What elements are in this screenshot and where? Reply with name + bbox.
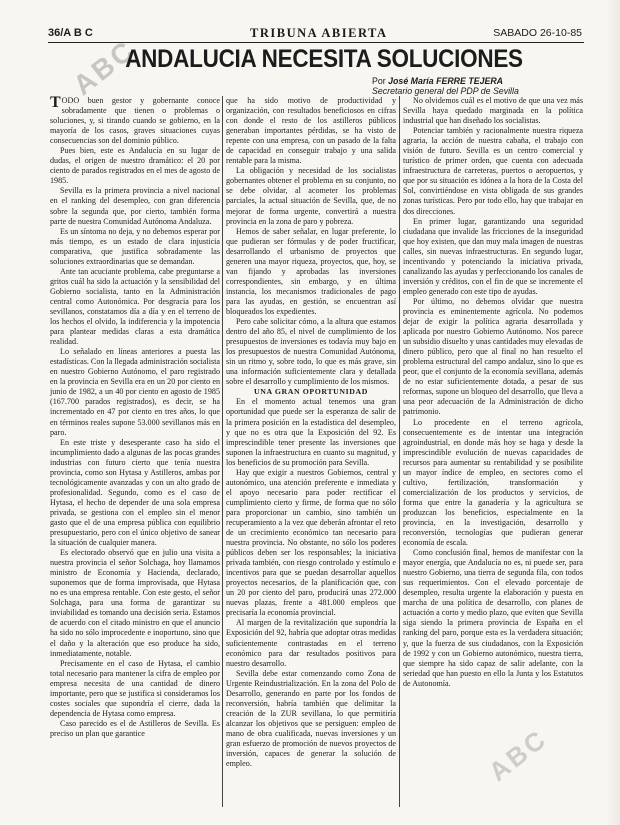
paragraph: Hay que exigir a nuestros Gobiernos, central y autonómico, una atención preferente e inmediata y el apoyo necesario para poder rectificar el cumplimiento cierto y firme, de forma que no sólo para proporcionar un cambio, sino también un recuperamiento a la vez que deberán afrontar el reto de un crecimiento económico tan necesario para nuestra provincia. No obstante, no sólo los poderes públicos deben ser los responsables; la iniciativa privada también, con riesgo controlado y estímulo e incentivos para que se puedan desarrollar aquellos proyectos necesarios, de la planificación que, con un 20 por ciento del paro, producirá unas 272.000 nuevas plazas, frente a 481.000 empleos que precisaría la economía provincial. bbox=[226, 467, 396, 618]
paragraph: TODO buen gestor y gobernante conoce sobradamente que tienen o problemas o soluciones, y, si tirando cuando se gobierno, en la mayoría de los casos, graves situaciones cuyas consecuencias son del dominio público. bbox=[50, 94, 220, 146]
paragraph: Al margen de la revitalización que supondría la Exposición del 92, habría que adoptar otras medidas suficientemente contrastadas en el terreno económico para dar resultados positivos para nuestro desarrollo. bbox=[226, 618, 396, 668]
paragraph: Lo procedente en el terreno agrícola, consecuentemente es de intentar una integración agroindustrial, en donde más hoy se haga y desde la imprescindible evolución de nuevas capacidades de recursos para aumentar su rentabilidad y se posibilite un mayor índice de empleo, en sectores como el cultivo, fertilización, transformación y comercialización de los productos y servicios, de forma que entre la ganadería y la agricultura se produzcan los beneficios, especialmente en la provincia, en la investigación, desarrollo y reconversión, tecnologías que pudieran generar economía de escala. bbox=[403, 417, 583, 548]
paragraph: Potenciar también y racionalmente nuestra riqueza agraria, la acción de nuestra cabaña, el trabajo con visión de futuro. Sevilla es un centro comercial y turístico de primer orden, que cuenta con adecuada infraestructura de carreteras, puertos o aeropuertos, y que por su situación es idónea a la hora de la Costa del Sol, convirtiéndose en vista obligada de sus grandes zonas turísticas. Pero por todo ello, hay que trabajar en dos direcciones. bbox=[403, 126, 583, 216]
paragraph: No olvidemos cuál es el motivo de que una vez más Sevilla haya quedado marginada en la política industrial que han diseñado los socialistas. bbox=[403, 96, 583, 126]
article-column-1 bbox=[50, 96, 220, 739]
column-divider bbox=[222, 96, 223, 807]
paragraph: Ante tan acuciante problema, cabe preguntarse a gritos cuál ha sido la actuación y la sensibilidad del Gobierno socialista, tanto en la Administración central como Autonómica. Por desgracia para los sevillanos, constatamos día a día y en el terreno de los hechos el olvido, la indiferencia y la impotencia para plantear medidas claras a esta dramática realidad. bbox=[50, 266, 220, 347]
article-column-3 bbox=[403, 96, 583, 689]
article-headline: ANDALUCIA NECESITA SOLUCIONES bbox=[125, 45, 523, 73]
header-rule bbox=[48, 42, 584, 43]
paragraph: En primer lugar, garantizando una seguridad ciudadana que invalide las fricciones de la inseguridad que hoy existen, que dan muy mala imagen de nuestras calles, sin nuevas infraestructuras. En segundo lugar, incentivando y potenciando la iniciativa privada, canalizando las ayudas y perfeccionando los canales de inversión y créditos, con el fin de que se incremente el empleo generado con este tipo de ayudas. bbox=[403, 216, 583, 296]
paragraph: Hemos de saber señalar, en lugar preferente, lo que pudieran ser fórmulas y de poder fructificar, desarrollando el urbanismo de proyectos que generen una mayor riqueza, proyectos, que, hoy, se van fijando y aprobadas las inversiones correspondientes, sin embargo, y en última instancia, los mecanismos tradicionales de pago para las ayudas, en gestión, se encuentran así bloqueados los expedientes. bbox=[226, 226, 396, 316]
paragraph: Caso parecido es el de Astilleros de Sevilla. Es preciso un plan que garantice bbox=[50, 718, 220, 738]
paragraph: Sevilla debe estar comenzando como Zona de Urgente Reindustrialización. En la zona del Polo de Desarrollo, generando en parte por los fondos de reconversión, habría también que delimitar la creación de la ZUR sevillana, lo que permitiría alcanzar los objetivos que se persiguen: empleo de mano de obra cualificada, nuevas inversiones y un gran esfuerzo de promoción de nuevos proyectos de inversión, capaces de generar la solución de empleo. bbox=[226, 668, 396, 769]
abc-watermark-stamp: ABC bbox=[67, 33, 142, 102]
article-column-2 bbox=[226, 96, 396, 769]
paragraph: Pero cabe solicitar cómo, a la altura que estamos dentro del año 85, el nivel de cumplimiento de los presupuestos de inversiones es todavía muy bajo en los presupuestos de nuestra Comunidad Autónoma, sin un ritmo y, sobre todo, lo que es más grave, sin una información suficientemente clara y detallada sobre el desarrollo y cumplimiento de los mismos. bbox=[226, 317, 396, 387]
paragraph: Es un síntoma no deja, y no debemos esperar por más tiempo, es un estado de clara injusticia comparativa, que justifica sobradamente las soluciones extraordinarias que se demandan. bbox=[50, 226, 220, 266]
drop-cap: T bbox=[50, 94, 61, 111]
byline-prefix: Por bbox=[372, 76, 386, 86]
issue-date: SABADO 26-10-85 bbox=[493, 27, 582, 39]
section-title: TRIBUNA ABIERTA bbox=[250, 26, 388, 40]
paragraph: La obligación y necesidad de los socialistas gobernantes obtener el problema en su conjunto, no se debe olvidar, al acometer los problemas parciales, la actual situación de Sevilla, que, de no mejorar de forma urgente, convertirá a nuestra provincia en la zona de paro y pobreza. bbox=[226, 166, 396, 226]
paragraph: Por último, no debemos olvidar que nuestra provincia es eminentemente agrícola. No podemos dejar de exigir la política agraria desarrollada y aplicada por nuestro Gobierno Autónomo. Nos parece un subsidio disuelto y unas cantidades muy elevadas de dinero público, pero que al final no han resuelto el problema estructural del campo andaluz, sino lo que es peor, que el conjunto de la economía sevillana, además de no estar suficientemente dotada, a pesar de sus reformas, supone un bloqueo del desarrollo, que lleva a una peor adecuación de la Administración de dicho patrimonio. bbox=[403, 296, 583, 417]
page-number: 36/A B C bbox=[48, 27, 93, 39]
section-subhead: UNA GRAN OPORTUNIDAD bbox=[254, 387, 368, 397]
paragraph: Pues bien, este es Andalucía en su lugar de dudas, el origen de nuestro dramático: el 20 por ciento de parados registrados en el mes de agosto de 1985. bbox=[50, 146, 220, 186]
paragraph: que ha sido motivo de productividad y organización, con resultados beneficiosos en cifras con donde el resto de los astilleros públicos generaban importantes pérdidas, se ha visto de repente con una empresa, con un pasado de la falta de capacidad en conseguir trabajo y una salida rentable para la misma. bbox=[226, 96, 396, 166]
paragraph: Como conclusión final, hemos de manifestar con la mayor energía, que Andalucía no es, ni puede ser, para nuestro Gobierno, una tierra de segunda fila, con todos sus requerimientos. Con el elevado porcentaje de desempleo, resulta urgente la elaboración y puesta en marcha de una política de desarrollo, con planes de actuación a corto y medio plazo, que eviten que Sevilla siga siendo la primera provincia de España en el ranking del paro, porque esta es la verdadera situación; y, que la fuerza de sus ciudadanos, con la Exposición de 1992 y con un Gobierno autonómico, nuestra tierra, que siempre ha sido capaz de salir adelante, con la seriedad que han puesto en ello la Junta y los Estatutos de Autonomía. bbox=[403, 548, 583, 688]
paragraph: Es electorado observó que en julio una visita a nuestra provincia el señor Solchaga, hoy llamamos ministro de Economía y Hacienda, declarado, suponemos que de forma improvisada, que Hytasa no es una empresa rentable. Con este gesto, el señor Solchaga, para una forma de garantizar su inviabilidad es tomando una decisión seria. Estamos de acuerdo con el citado ministro en que el anuncio ha sido no sólo improcedente e inoportuno, sino que el daño y la alteración que eso produce ha sido, inmediatamente, notable. bbox=[50, 548, 220, 658]
paragraph: En este triste y desesperante caso ha sido el incumplimiento dado a algunas de las pocas grandes industrias con futuro cierto que tenía nuestra provincia, como son Hytasa y Astilleros, ambas por tecnológicamente avanzadas y con un alto grado de profesionalidad. Segundo, como es el caso de Hytasa, el hecho de depender de una sola empresa privada, se gestiona con el empleo sin el menor gasto que el de una empresa pública con equilibrio presupuestario, pero con el único objetivo de sanear la situación de cualquier manera. bbox=[50, 437, 220, 548]
byline bbox=[372, 76, 582, 96]
paragraph: En el momento actual tenemos una gran oportunidad que puede ser la esperanza de salir de la primera posición en la estadística del desempleo, y que no es otra que la Exposición del 92. Es imprescindible tener presente las inversiones que suponen la infraestructura en cuanto su magnitud, y los beneficios de su promoción para Sevilla. bbox=[226, 397, 396, 467]
paragraph: Sevilla es la primera provincia a nivel nacional en el ranking del desempleo, con gran diferencia sobre la segunda que, por cierto, también forma parte de nuestra Comunidad Autónoma Andaluza. bbox=[50, 186, 220, 226]
abc-watermark-stamp: ABC bbox=[483, 723, 553, 787]
page-header bbox=[48, 27, 582, 41]
scan-edge-shadow bbox=[606, 0, 620, 825]
paragraph: Lo señalado en líneas anteriores a puesta las estadísticas. Con la llegada administración socialista en nuestro Gobierno Autónomo, el paro registrado en la provincia en Sevilla era en un 20 por ciento en junio de 1982, a un 40 por ciento en agosto de 1985 (167.700 parados registrados), es decir, se ha incrementado en 47 por ciento en tres años, lo que en términos reales supone 53.000 sevillanos más en paro. bbox=[50, 347, 220, 437]
author-name: José María FERRE TEJERA bbox=[388, 76, 504, 86]
column-divider bbox=[399, 96, 400, 807]
author-role: Secretario general del PDP de Sevilla bbox=[372, 86, 519, 96]
paragraph: Precisamente en el caso de Hytasa, el cambio total necesario para mantener la cifra de empleo por empresa necesita de una cantidad de dinero importante, pero que se justifica si consideramos los costes sociales que supondría el cierre, dada la dependencia de Hytasa como empresa. bbox=[50, 658, 220, 718]
